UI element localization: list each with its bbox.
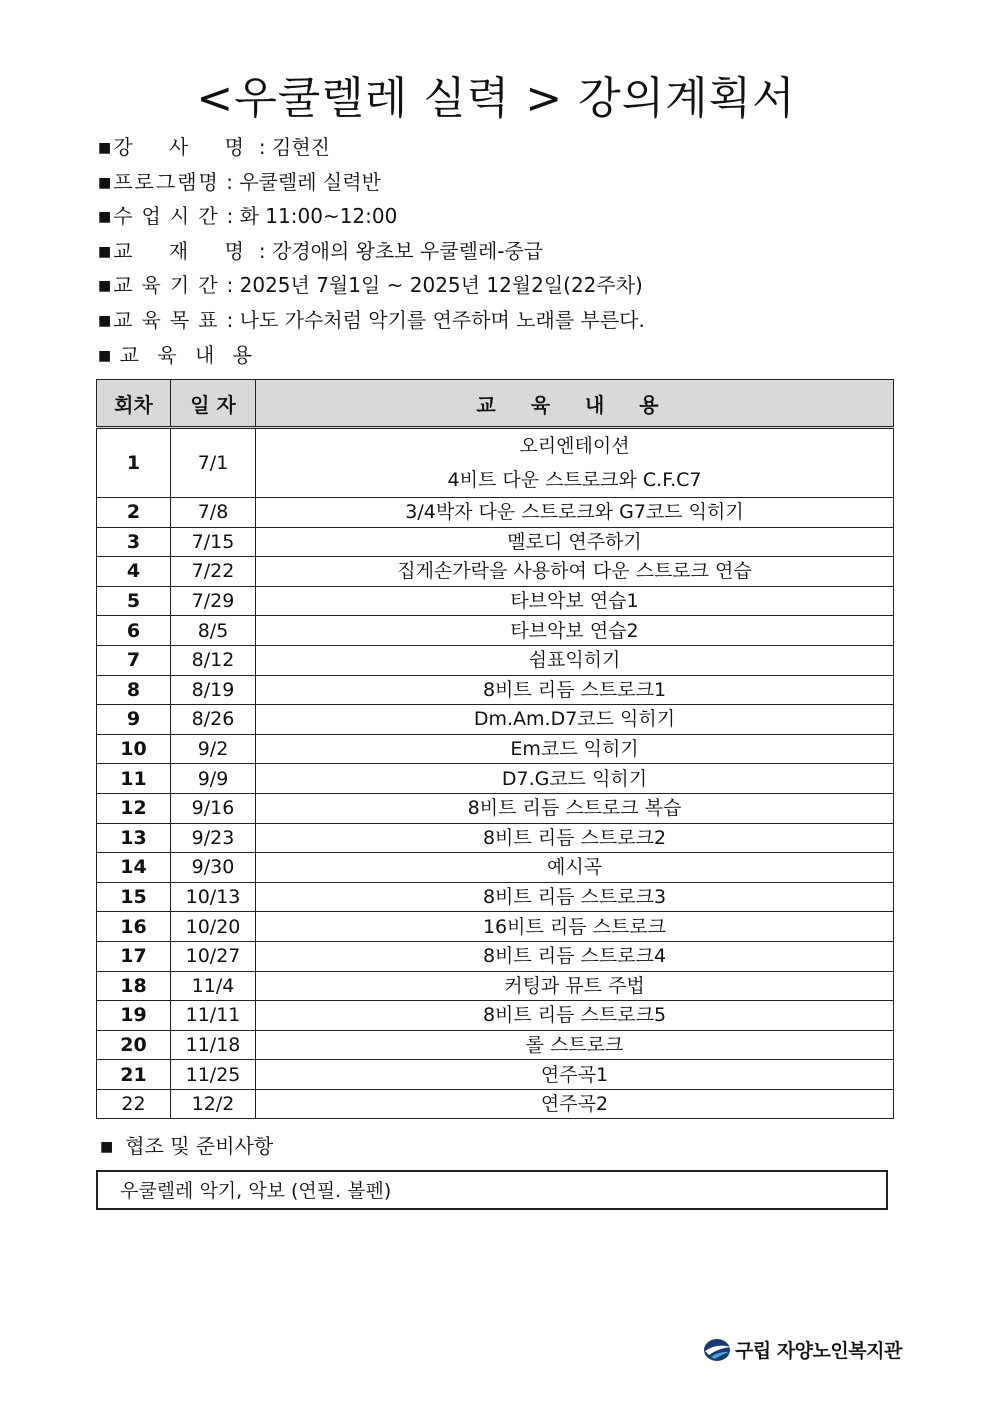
session-date: 10/20 xyxy=(171,912,256,942)
table-row xyxy=(97,1060,894,1090)
table-row xyxy=(97,941,894,971)
table-row xyxy=(97,1001,894,1031)
header-session: 회차 xyxy=(97,380,171,428)
table-row xyxy=(97,675,894,705)
textbook-value: 강경애의 왕초보 우쿨렐레-중급 xyxy=(272,238,544,263)
session-content xyxy=(256,498,894,528)
session-number: 8 xyxy=(97,675,171,705)
goal-value: 나도 가수처럼 악기를 연주하며 노래를 부른다. xyxy=(239,307,645,332)
session-number: 12 xyxy=(97,793,171,823)
logo xyxy=(703,1336,902,1363)
session-content xyxy=(256,1089,894,1119)
session-content xyxy=(256,527,894,557)
session-content xyxy=(256,1001,894,1031)
header-date: 일 자 xyxy=(171,380,256,428)
session-date: 7/8 xyxy=(171,498,256,528)
session-content-line: 8비트 리듬 스트로크2 xyxy=(482,826,667,849)
session-number: 10 xyxy=(97,734,171,764)
session-date: 10/27 xyxy=(171,941,256,971)
page-title: <우쿨렐레 실력 > 강의계획서 xyxy=(196,73,796,124)
table-row xyxy=(97,764,894,794)
table-row xyxy=(97,1089,894,1119)
program-label: 프로그램명 xyxy=(113,169,220,194)
session-number: 6 xyxy=(97,616,171,646)
session-content xyxy=(256,586,894,616)
session-content xyxy=(256,645,894,675)
session-number: 11 xyxy=(97,764,171,794)
bullet-icon: ■ xyxy=(98,174,112,191)
session-content xyxy=(256,428,894,498)
session-number: 1 xyxy=(97,428,171,498)
period-value: 2025년 7월1일 ~ 2025년 12월2일(22주차) xyxy=(239,273,643,298)
session-content-line: 8비트 리듬 스트로크5 xyxy=(482,1004,667,1027)
session-content-line: 커팅과 뮤트 주법 xyxy=(504,974,645,997)
session-number: 20 xyxy=(97,1030,171,1060)
session-content-line: 오리엔테이션 xyxy=(519,435,630,457)
session-content-line: 16비트 리듬 스트로크 xyxy=(482,915,667,938)
session-content-line: 타브악보 연습2 xyxy=(510,619,639,642)
session-number: 21 xyxy=(97,1060,171,1090)
session-content xyxy=(256,853,894,883)
session-date: 9/9 xyxy=(171,764,256,794)
table-row xyxy=(97,705,894,735)
session-content-line: 8비트 리듬 스트로크1 xyxy=(482,678,667,701)
session-content xyxy=(256,764,894,794)
session-date: 7/1 xyxy=(171,428,256,498)
session-content-line: 멜로디 연주하기 xyxy=(507,530,642,553)
table-row xyxy=(97,498,894,528)
instructor-value: 김현진 xyxy=(272,135,330,159)
table-header-row xyxy=(97,380,894,428)
session-content xyxy=(256,971,894,1001)
globe-logo-icon xyxy=(703,1337,733,1363)
info-textbook: ■ 교 재 명: 강경애의 왕초보 우쿨렐레-중급 xyxy=(98,234,898,269)
table-row xyxy=(97,971,894,1001)
instructor-label: 강 사 명 xyxy=(113,135,259,159)
session-content-line: 8비트 리듬 스트로크3 xyxy=(482,886,667,909)
session-content xyxy=(256,882,894,912)
session-number: 4 xyxy=(97,557,171,587)
table-row xyxy=(97,912,894,942)
table-row xyxy=(97,853,894,883)
session-content xyxy=(256,1030,894,1060)
session-content xyxy=(256,912,894,942)
session-date: 11/25 xyxy=(171,1060,256,1090)
session-date: 12/2 xyxy=(171,1089,256,1119)
table-row xyxy=(97,557,894,587)
logo-name: 구립 자양노인복지관 xyxy=(735,1340,902,1362)
session-content xyxy=(256,941,894,971)
session-number: 9 xyxy=(97,705,171,735)
info-content xyxy=(98,338,898,373)
session-date: 8/12 xyxy=(171,645,256,675)
session-number: 14 xyxy=(97,853,171,883)
schedule-body xyxy=(97,428,894,1119)
session-number: 2 xyxy=(97,498,171,528)
prep-box xyxy=(96,1170,888,1210)
info-goal: ■ 교육목표: 나도 가수처럼 악기를 연주하며 노래를 부른다. xyxy=(98,303,898,338)
session-date: 9/2 xyxy=(171,734,256,764)
table-row xyxy=(97,616,894,646)
prep-text: 우쿨렐레 악기, 악보 (연필. 볼펜) xyxy=(120,1180,392,1202)
table-row xyxy=(97,793,894,823)
session-content xyxy=(256,1060,894,1090)
session-date: 7/29 xyxy=(171,586,256,616)
session-number: 17 xyxy=(97,941,171,971)
bullet-icon: ■ xyxy=(98,278,112,295)
session-number: 7 xyxy=(97,645,171,675)
bullet-icon: ■ xyxy=(98,209,112,226)
info-instructor: ■ 강 사 명: 김현진 xyxy=(98,130,898,165)
course-info xyxy=(98,130,898,372)
table-row xyxy=(97,527,894,557)
session-content-line: 예시곡 xyxy=(546,856,603,879)
session-content-line: D7.G코드 익히기 xyxy=(501,767,648,790)
session-content-line: Dm.Am.D7코드 익히기 xyxy=(473,708,676,731)
info-program: ■ 프로그램명 : 우쿨렐레 실력반 xyxy=(98,165,898,200)
table-row xyxy=(97,586,894,616)
bullet-icon: ■ xyxy=(98,347,112,364)
time-label: 수업시간 xyxy=(113,204,227,229)
session-date: 9/16 xyxy=(171,793,256,823)
schedule-table xyxy=(96,379,894,1119)
session-content-line: Em코드 익히기 xyxy=(510,738,639,761)
session-content xyxy=(256,793,894,823)
session-content xyxy=(256,557,894,587)
info-period: ■ 교육기간: 2025년 7월1일 ~ 2025년 12월2일(22주차) xyxy=(98,268,898,303)
textbook-label: 교 재 명 xyxy=(113,238,259,263)
prep-label: 협조 및 준비사항 xyxy=(125,1134,274,1158)
bullet-icon: ■ xyxy=(100,1139,114,1155)
prep-heading xyxy=(100,1130,273,1159)
session-date: 11/11 xyxy=(171,1001,256,1031)
session-date: 11/4 xyxy=(171,971,256,1001)
bullet-icon: ■ xyxy=(98,140,112,156)
content-label: 교 육 내 용 xyxy=(119,342,258,367)
period-label: 교육기간 xyxy=(113,273,227,298)
session-date: 10/13 xyxy=(171,882,256,912)
table-row xyxy=(97,1030,894,1060)
program-value: 우쿨렐레 실력반 xyxy=(239,169,381,194)
session-date: 8/26 xyxy=(171,705,256,735)
session-content-line: 8비트 리듬 스트로크4 xyxy=(482,945,667,968)
table-row xyxy=(97,882,894,912)
session-content xyxy=(256,823,894,853)
session-number: 22 xyxy=(97,1089,171,1119)
bullet-icon: ■ xyxy=(98,312,112,329)
session-content-line: 4비트 다운 스트로크와 C.F.C7 xyxy=(447,469,702,491)
session-number: 18 xyxy=(97,971,171,1001)
table-row xyxy=(97,823,894,853)
session-number: 3 xyxy=(97,527,171,557)
session-number: 19 xyxy=(97,1001,171,1031)
session-content xyxy=(256,616,894,646)
session-content-line: 3/4박자 다운 스트로크와 G7코드 익히기 xyxy=(405,501,744,524)
session-date: 8/19 xyxy=(171,675,256,705)
session-number: 16 xyxy=(97,912,171,942)
session-content-line: 연주곡1 xyxy=(540,1063,609,1086)
session-content xyxy=(256,705,894,735)
session-date: 9/23 xyxy=(171,823,256,853)
session-content-line: 집게손가락을 사용하여 다운 스트로크 연습 xyxy=(397,560,752,583)
session-date: 11/18 xyxy=(171,1030,256,1060)
session-number: 5 xyxy=(97,586,171,616)
info-time: ■ 수업시간: 화 11:00~12:00 xyxy=(98,199,898,234)
session-date: 7/15 xyxy=(171,527,256,557)
table-row xyxy=(97,645,894,675)
table-row xyxy=(97,734,894,764)
header-content: 교 육 내 용 xyxy=(256,380,894,428)
session-content-line: 연주곡2 xyxy=(540,1093,609,1116)
goal-label: 교육목표 xyxy=(113,307,227,332)
session-content xyxy=(256,675,894,705)
time-value: 화 11:00~12:00 xyxy=(239,204,398,229)
session-content-line: 쉼표익히기 xyxy=(528,649,621,672)
session-number: 15 xyxy=(97,882,171,912)
session-date: 7/22 xyxy=(171,557,256,587)
session-content-line: 타브악보 연습1 xyxy=(510,590,639,613)
session-content-line: 8비트 리듬 스트로크 복습 xyxy=(467,797,682,820)
session-date: 8/5 xyxy=(171,616,256,646)
session-content xyxy=(256,734,894,764)
bullet-icon: ■ xyxy=(98,243,112,260)
table-row xyxy=(97,428,894,498)
session-date: 9/30 xyxy=(171,853,256,883)
session-number: 13 xyxy=(97,823,171,853)
session-content-line: 롤 스트로크 xyxy=(525,1033,624,1056)
